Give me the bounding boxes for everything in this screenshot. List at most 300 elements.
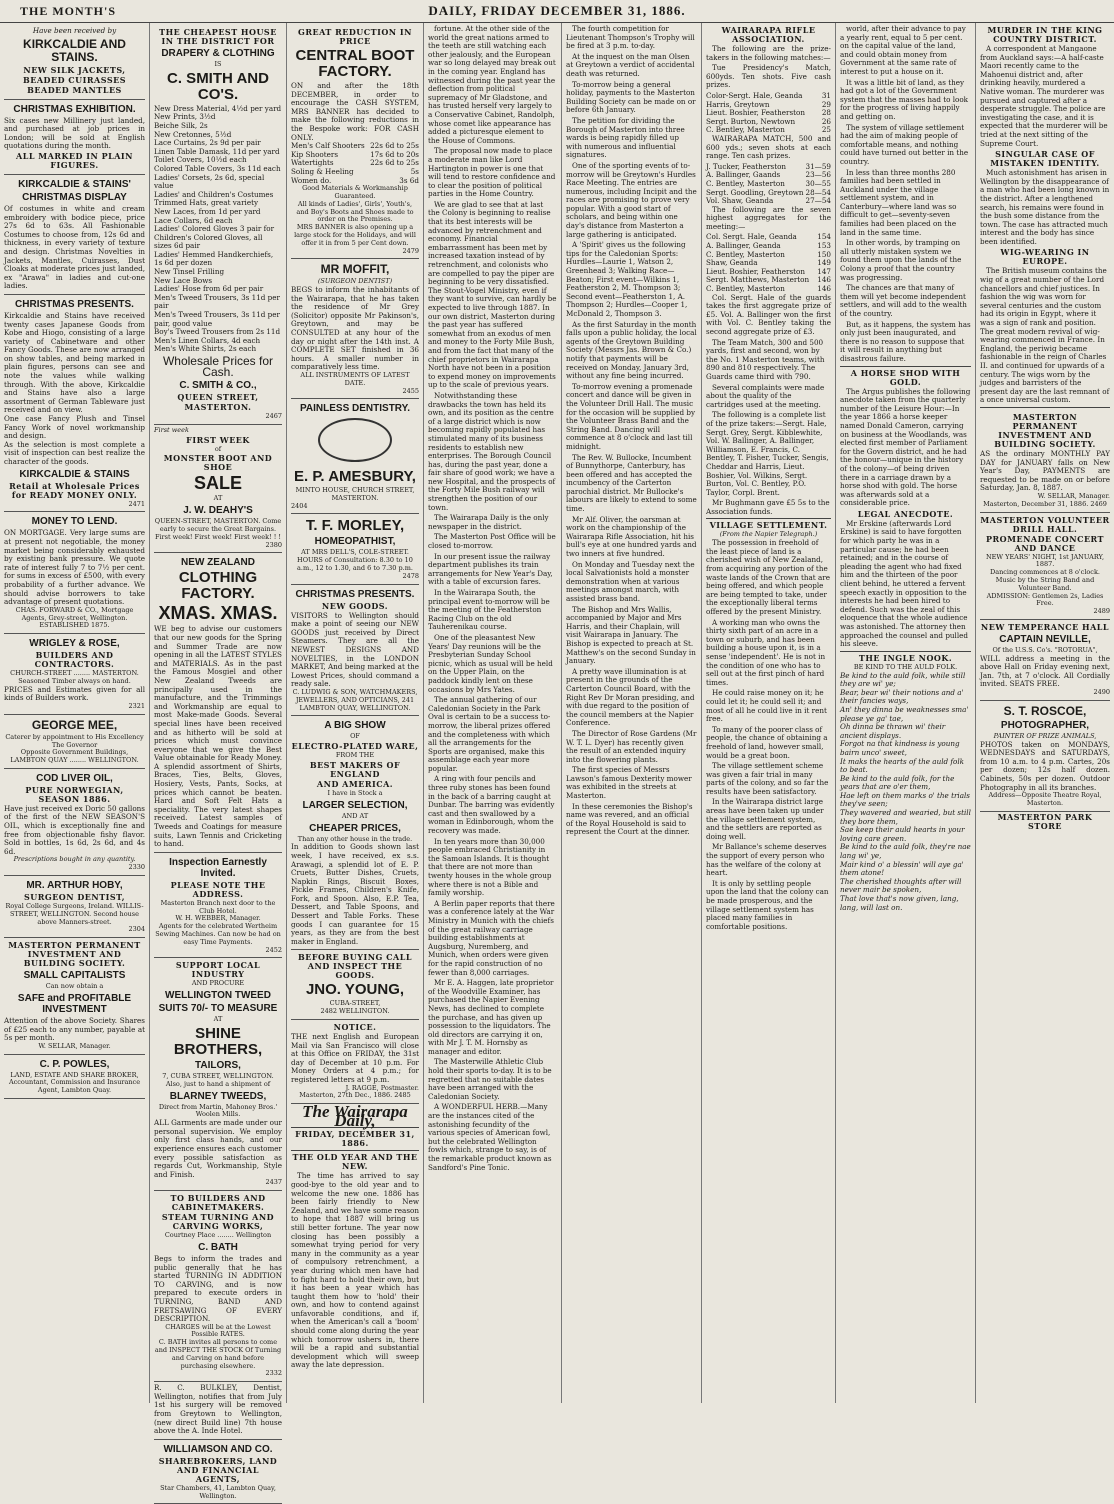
xmas-presents-sub: NEW GOODS. xyxy=(321,600,389,611)
settlement-title: VILLAGE SETTLEMENT. xyxy=(709,520,828,531)
exhibition-ad xyxy=(4,100,145,175)
article-paragraph: The village settlement scheme was given a fair trial in many parts of the colony, and so far the results have been satisfactory. xyxy=(706,761,829,796)
price-value: 22s 6d to 25s xyxy=(370,141,419,151)
builders-ad xyxy=(154,1191,282,1382)
show-ad xyxy=(291,716,419,950)
editorial xyxy=(291,1102,419,1370)
settlement-article xyxy=(706,521,831,931)
poem-line: Hae left on them marks o' the trials they've seen; xyxy=(840,790,970,809)
drill-hall-ad xyxy=(980,513,1110,620)
article-paragraph: A ring with four pencils and three ruby stones has been found in the back of a barring caught at Dunbar. The barring was evidently cast and then swallowed by a woman in Edinborough, whom the recovery was made. xyxy=(428,774,555,836)
kirkcaldie-intro: Have been received by xyxy=(32,26,117,35)
morley-body: HOURS of Consultation: 8.30 to 10 a.m., 12 to 1.30, and 6 to 7.30 p.m. xyxy=(297,556,413,572)
smith-item: Men's Linen Collars, 4d each xyxy=(154,335,261,345)
painless-title: PAINLESS DENTISTRY. xyxy=(299,403,410,415)
article-paragraph: A working man who owns the thirty sixth part of an acre in a town or suburb, and has been building a house upon it, is in a sense 'independent'. He is not in the condition of one who has to sell out at the first pinch of hard times. xyxy=(706,617,826,687)
smith-item: Trimmed Hats, great variety xyxy=(154,198,259,208)
money-title: MONEY TO LEND. xyxy=(31,516,118,528)
smith-street: QUEEN STREET, xyxy=(177,392,259,403)
editorial-body: The time has arrived to say good-bye to the old year and to welcome the new one. 1886 has been fairly friendly to New Zealand, and we have some reason to hope that 1887 will bring us still better fortune. The year now closing has been possibly a somewhat trying period for very many in the community as a year of compulsory retrenchment, a year during which men have had to fight hard to hold their own, but it has been a year which has taught them how to 'hold' their own, and how to contend against unfavorable conditions, and if, when the American's call a 'boom' should come along during the year which tomorrow ushers in, there will be a rapid and substantial development which will sweep away the late depression. xyxy=(291,1171,419,1370)
smith-item: New Lace Bows xyxy=(154,275,213,285)
score-name: A. Ballinger, Gaands xyxy=(706,170,781,180)
article-paragraph: We are glad to see that at last the Colony is beginning to realise that its best interests will be advanced by retrenchment and economy. Financial embarrassment has been met by increased taxation instead of by retrenchment, and colonists who are compelled to pay the piper are beginning to be very dissatisfied. The Stout-Vogel Ministry, even if they want to survive, can hardly be expected to live through 1887. In our own district, Masterton during the past year has suffered somewhat from an exodus of men and money to the Forty Mile Bush, and from the fact that many of the chief proprietors in Wairarapa North have not been in a position to expend money on improvements up to the scale of previous years. xyxy=(428,199,557,390)
drill-body: Dancing commences at 8 o'clock. Music by the String Band and Volunteer Band. xyxy=(990,568,1100,592)
columns xyxy=(0,23,1114,1500)
society-sub2: Can now obtain a xyxy=(45,982,104,991)
masthead-left: THE MONTH'S xyxy=(20,4,117,18)
show-line: I have in Stock a xyxy=(327,788,383,797)
society-signature: W. SELLAR, Manager. xyxy=(38,1041,111,1050)
hoby-body: Royal College Surgeons, Ireland. WILLIS-STREET, WELLINGTON. Second house above Manners-street. xyxy=(5,902,144,926)
drill-title: MASTERTON VOLUNTEER DRILL HALL. xyxy=(980,514,1110,534)
smith-item: Boy's Tweed Trousers from 2s 11d xyxy=(154,327,281,337)
reduction-ladies: All kinds of Ladies', Girls', Youth's, and Boy's Boots and Shoes made to order on the Premises. xyxy=(296,199,414,224)
article-paragraph: One of the pleasantest New Years' Day reunions will be the Presbyterian Sunday School picnic, which as usual will be held on the Upper Plain, on the paddock kindly lent on these occasions by Mrs Yates. xyxy=(428,632,553,694)
society-ad xyxy=(4,938,145,1054)
builders-address: Courtney Place ........ Wellington xyxy=(164,1231,272,1240)
call-town: 2482 WELLINGTON. xyxy=(320,1007,390,1016)
poem-line: The cherished thoughts after will never mair be spoken, xyxy=(840,876,962,895)
powles-title: C. P. POWLES, xyxy=(39,1058,110,1070)
column-2 xyxy=(150,23,287,1500)
builders-body: Begs to inform the trades and public generally that he has started TURNING IN ADDITION TO CARVING, and is now prepared to execute orders in TURNING, BAND AND FRETSAWING OF EVERY DESCRIPTION. xyxy=(154,1253,282,1324)
score-value: 29 xyxy=(821,99,831,109)
price-item: Watertights xyxy=(291,158,334,168)
score-name: C. Bentley, Masterton xyxy=(706,178,785,188)
show-line: ELECTRO-PLATED WARE, xyxy=(291,741,419,752)
morley-sub: HOMEOPATHIST, xyxy=(314,536,396,548)
column-7 xyxy=(836,23,976,1403)
williamson-ad xyxy=(154,1440,282,1504)
ad-number: 2321 xyxy=(128,701,145,710)
score-value: 150 xyxy=(817,249,831,259)
inspection-agents: Agents for the celebrated Wertheim Sewing Machines. Can now be had on easy Time Payments. xyxy=(155,922,281,946)
smith-name-2: C. SMITH & CO., xyxy=(179,380,257,392)
article-paragraph: In other words, by tramping on all utterly mistaken system we found them upon the lands of the Colony a proof that the country was progressing. xyxy=(840,238,962,282)
show-line: LARGER SELECTION, xyxy=(302,799,408,811)
xmas-presents-body: VISITORS to Wellington should make a point of seeing our NEW GOODS just received by Direct Steamers. They are all the NEWEST DESIGNS AND NOVELTIES, in the LONDON MARKET, And being marked at the Lowest Prices, should command a ready sale. xyxy=(291,610,419,689)
builders-title: TO BUILDERS AND CABINETMAKERS. xyxy=(170,1193,266,1213)
article-paragraph: A WONDERFUL HERB.—Many are the instances cited of the astonishing fecundity of the various species of American fowl, but the celebrated Wellington fowls which, strange to say, is of the remarkable product known as Sandford's Pine Tonic. xyxy=(428,1102,552,1172)
poem-line: Be kind to the auld folk, for the years that are o'er them, xyxy=(840,773,955,792)
article-paragraph: Mr E. A. Haggen, late proprietor of the Woodville Examiner, has purchased the Napier Evening News, has declined to complete the purchase, and has given up possession to the liquidators. The old directors are carrying it on, with Mr J. T. M. Hornsby as manager and editor. xyxy=(428,978,554,1056)
poem-line: Forgot na that kindness is young bairn unco' sweet, xyxy=(840,739,960,757)
store-title: MASTERTON PARK STORE xyxy=(997,811,1093,831)
score-name: C. Bentley, Masterton xyxy=(706,249,785,259)
rifle-section xyxy=(706,26,831,337)
score-value: 30—55 xyxy=(805,178,831,188)
article-paragraph: It is only by settling people upon the land that the colony can be made prosperous, and the village settlement system has placed many families in comfortable positions. xyxy=(706,878,829,931)
presents-ad xyxy=(4,295,145,512)
legal-title: LEGAL ANECDOTE. xyxy=(857,508,954,519)
kirkcaldie-name: KIRKCALDIE AND STAINS. xyxy=(23,36,126,64)
score-name: C. Bentley, Masterton xyxy=(706,125,785,135)
column-4 xyxy=(424,23,562,1403)
notice-ad xyxy=(291,1020,419,1104)
score-list xyxy=(706,92,831,135)
smith-item: New Prints, 3½d xyxy=(154,112,216,122)
ad-number: 2380 xyxy=(265,540,282,549)
news-paragraph: Several complaints were made about the quality of the cartridges used at the meeting. xyxy=(706,382,825,409)
smith-item: Men's White Shirts, 2s each xyxy=(154,344,257,354)
score-value: 28 xyxy=(821,108,831,118)
smith-item: Lace Curtains, 2s 9d per pair xyxy=(154,138,261,148)
painless-ad xyxy=(291,399,419,514)
score-list-2 xyxy=(706,163,831,206)
reduction-title: GREAT REDUCTION IN PRICE xyxy=(298,27,412,46)
williamson-title: WILLIAMSON AND CO. xyxy=(163,1443,273,1455)
article-paragraph: In less than three months 280 families had been settled in Auckland under the village settlement system, and in Canterbury—where land was so difficult to get—seventy-seven families had been placed on the land in the same time. xyxy=(840,167,957,237)
ad-number: 2404 xyxy=(291,501,308,510)
poem-line: An' they dinna be weaknesses sma' please ye ga' tae, xyxy=(840,704,969,723)
show-line: AND AT xyxy=(341,811,369,820)
article-paragraph: Notwithstanding these drawbacks the town has held its own, and its position as the centre of a large district which is now becoming rapidly populated has stimulated many of its business residents to establish new enterprises. The Borough Council has, during the past year, done a fair share of good work; we have a new Hospital, and the prospects of the Forty Mile Bush railway will strengthen the position of our town. xyxy=(428,390,556,512)
presents-fancy: One case Fancy Plush and Tinsel Fancy Work of novel workmanship and design. xyxy=(4,414,145,441)
society-notice xyxy=(980,410,1110,513)
notice-title: NOTICE. xyxy=(333,1022,377,1033)
ad-number: 2455 xyxy=(402,386,419,395)
poem xyxy=(840,672,971,913)
builders-name: C. BATH xyxy=(198,1241,238,1253)
morley-title: T. F. MORLEY, xyxy=(305,517,405,535)
rifle-body: Col. Sergt. Hale of the guards takes the first aggregate prize of £5. Vol. A. Ballinger won the first with Vol. C. Bentley taking the second aggregate prize of £3. xyxy=(706,292,831,336)
local-direct: Direct from Martin, Mahoney Bros.' Woolen Mills. xyxy=(158,1102,278,1119)
call-title: BEFORE BUYING CALL AND INSPECT THE GOODS. xyxy=(298,952,412,981)
article-paragraph: To many of the poorer class of people, the chance of obtaining a freehold of land, however small, would be a great boon. xyxy=(706,724,828,760)
score-value: 146 xyxy=(817,284,831,294)
show-line: BEST MAKERS OF ENGLAND xyxy=(309,759,401,779)
column-3 xyxy=(287,23,424,1403)
builders-sub: STEAM TURNING AND CARVING WORKS, xyxy=(161,1212,275,1232)
society-notice-date: Masterton, December 31, 1886. 2469 xyxy=(983,499,1107,508)
seal-emblem xyxy=(318,418,392,462)
codliver-body: Have just received ex Doric 50 gallons of the first of the NEW SEASON'S OIL, which is exceptionally fine and free from objectionable fishy flavor. Sold in bottles, 1s 6d, 2s 6d, and 4s 6d. xyxy=(4,803,145,856)
show-body: In addition to Goods shown last week, I have received, ex s.s. Arawagi, a splendid lot of E. P. Cruets, Butter Dishes, Cruets, Napkin Rings, Biscuit Boxes, Pickle Frames, Children's Knife, Fork, and Spoon. Also, E.P. Tea, Dessert, and Table Spoons, and Dessert and Table Forks. These goods I can guarantee for 15 years, as they are from the best maker in England. xyxy=(291,842,419,946)
society-notice-title: MASTERTON PERMANENT INVESTMENT AND BUILDING SOCIETY. xyxy=(994,411,1096,449)
news-paragraph: On Monday and Tuesday next the local Salvationists hold a monster demonstration when at various meetings amongst march, with assisted brass band. xyxy=(566,559,695,603)
score-name: Vol. Shaw, Geanda xyxy=(706,196,774,206)
news-paragraph: As the first Saturday in the month falls upon a public holiday, the local agents of the Greytown Building Society (Messrs Jas. Brown & Co.) notify that payments will be received on Monday, January 3rd, without any fine being incurred. xyxy=(566,319,697,381)
score-name: Lieut. Boshier, Featherston xyxy=(706,108,805,118)
society-body: Attention of the above Society. Shares of £25 each to any number, payable at 5s per month. xyxy=(4,1016,145,1043)
roscoe-title: S. T. ROSCOE, xyxy=(1003,703,1087,718)
masthead-date: DAILY, FRIDAY DECEMBER 31, 1886. xyxy=(428,3,686,18)
temperance-ad xyxy=(980,620,1110,701)
score-name: J. Tucker, Featherston xyxy=(706,161,787,171)
ad-number: 2479 xyxy=(402,246,419,255)
horse-title: A HORSE SHOD WITH GOLD. xyxy=(850,367,961,387)
drill-admission: ADMISSION: Gentlemen 2s, Ladies Free. xyxy=(986,591,1104,608)
temperance-sub: CAPTAIN NEVILLE, xyxy=(999,633,1091,645)
sale-body: QUEEN-STREET, MASTERTON. Come early to secure the Great Bargains. First week! First week! First week! ! ! xyxy=(154,517,282,541)
smith-item: New Cretonnes, 5½d xyxy=(154,129,232,139)
hoby-subtitle: SURGEON DENTIST, xyxy=(23,892,126,903)
article-paragraph: In ten years more than 30,000 people embraced Christianity in the Samoan Islands. It is thought that there are not more than twenty houses in the whole group where there is not a Bible and family worship. xyxy=(428,836,552,898)
price-value: 5s xyxy=(410,166,419,176)
local-at: AT xyxy=(213,1015,223,1024)
article-paragraph: Mr Ballance's scheme deserves the support of every person who has the welfare of the colony at heart. xyxy=(706,842,827,878)
murder-title: MURDER IN THE KING COUNTRY DISTRICT. xyxy=(987,25,1103,44)
smith-item: New Tinsel Frilling xyxy=(154,267,225,277)
sale-center1: FIRST WEEK xyxy=(186,434,250,445)
smith-item: Ladies' Corsets, 2s 6d, special value xyxy=(154,172,265,191)
poem-line: That love that's now given, lang, lang, will last on. xyxy=(840,894,959,912)
ad-number: 2489 xyxy=(1093,607,1110,616)
temperance-title: NEW TEMPERANCE HALL xyxy=(980,621,1110,632)
score-name: Sergt. Goodling, Greytown xyxy=(706,187,804,197)
settlement-sub: (From the Napier Telegraph.) xyxy=(719,530,818,539)
score-value: 31—59 xyxy=(805,161,831,171)
codliver-ad xyxy=(4,769,145,876)
rifle-intro: The following are the prize-takers in the following matches:— xyxy=(706,44,831,62)
news-paragraph: Mr Alf. Oliver, the oarsman at work on the championship of the Wairarapa Rifle Association, hit his bull's eye at one hundred yards and two inners at five hundred. xyxy=(566,514,697,559)
powles-ad xyxy=(4,1055,145,1099)
hoby-ad xyxy=(4,876,145,938)
xmas-body: WE beg to advise our customers that our new goods for the Spring and Summer Trade are now opening in all the LATEST STYLES and MATERIALS. As in the past the Famous Mosgiel and other New Zealand Tweeds are principally used in the manufacture, and the Trimmings and Workmanship are equal to most Make-made Goods. Several special lines have been received and as hitherto will be sold at prices which must convince everyone that we give the Best Value obtainable for Ready Money. A splendid assortment of Shirts, Braces, Ties, Belts, Gloves, Hosiery, Vests, Pants, Socks, at prices which cannot be beaten. Hard and Soft Felt Hats a speciality. The very latest shapes received. Latest samples of Tweeds and Coatings for measure suits, Lawn Tennis and Cricketing to hand. xyxy=(154,624,282,849)
codliver-note: Prescriptions bought in any quantity. xyxy=(13,855,136,864)
masthead xyxy=(0,0,1114,23)
poem-line: Be kind to the auld folk, while still they are wi' ye; xyxy=(840,670,966,689)
bulkley-ad xyxy=(154,1382,282,1440)
article-paragraph: A Berlin paper reports that there was a conference lately at the War Ministry in Munich with the chiefs of the great railway carriage building establishments at Augsburg, Nuremberg, and Munich, when orders were given for the rapid construction of no fewer than 8,000 carriages. xyxy=(428,898,555,977)
news-paragraph: The petition for dividing the Borough of Masterton into three wards is being rapidly filled up with numerous and influential signatures. xyxy=(566,115,685,160)
rifle-match-3: The following are the seven highest aggregates for the meeting:— xyxy=(706,204,831,231)
identity-body: Much astonishment has arisen in Wellington by the disappearance of a man who had been long known in the district. After a lengthened search, his remains were found in the bush some distance from the town. The case has attracted much interest and the body has since been identified. xyxy=(980,168,1110,246)
xmas-presents-signature: C. LUDWIG & SON, WATCHMAKERS, JEWELLERS, AND OPTICIANS, 241 LAMBTON QUAY, WELLINGTON. xyxy=(292,687,418,712)
smith-item-list xyxy=(154,105,282,354)
morley-ad xyxy=(291,514,419,584)
show-line: CHEAPER PRICES, xyxy=(309,822,401,834)
poem-line: Oh dinna be thrawn wi' their ancient displays. xyxy=(840,722,946,740)
score-value: 27—54 xyxy=(805,196,831,206)
news-paragraph: The Director of Rose Gardens (Mr W. T. L. Dyer) has recently given the result of an extended inquiry into the flowering plants. xyxy=(566,728,697,764)
article-paragraph: He could raise money on it; he could let it; he could sell it; and most of all he could live in it rent free. xyxy=(706,688,827,724)
article-paragraph: It was a little bit of land, as they had got a lot of the Government system that the masses had to look for the progress of living happily and getting on. xyxy=(840,77,969,121)
smith-item: Colored Table Covers, 3s 11d each xyxy=(154,163,281,173)
society-title: MASTERTON PERMANENT INVESTMENT AND BUILDING SOCIETY. xyxy=(8,940,141,969)
smith-item: Toilet Covers, 10½d each xyxy=(154,155,247,165)
smith-top: THE CHEAPEST HOUSE IN THE DISTRICT FOR xyxy=(159,27,277,46)
rule xyxy=(291,1150,419,1151)
price-item: Soling & Heeling xyxy=(291,166,354,176)
local-tweed: WELLINGTON TWEED xyxy=(165,990,271,1002)
column-5 xyxy=(562,23,702,1403)
column-8 xyxy=(976,23,1114,1403)
rifle-more xyxy=(706,339,831,517)
roscoe-detail: PAINTER OF PRIZE ANIMALS, xyxy=(993,731,1097,740)
money-ad xyxy=(4,512,145,634)
local-title: SUPPORT LOCAL INDUSTRY xyxy=(175,960,261,980)
score-value: 147 xyxy=(817,266,831,276)
mee-title: GEORGE MEE, xyxy=(31,717,118,732)
local-tailors: TAILORS, xyxy=(195,1060,241,1071)
presents-title: CHRISTMAS PRESENTS. xyxy=(15,298,134,310)
local-address: 7, CUBA STREET, WELLINGTON. xyxy=(162,1072,274,1080)
score-list-3 xyxy=(706,233,831,293)
builders-invite: C. BATH invites all persons to come and INSPECT THE STOCK Of Turning and Carving on hand before purchasing elsewhere. xyxy=(154,1338,282,1370)
wrigley-title: WRIGLEY & ROSE, xyxy=(29,638,120,650)
news-paragraph: In these ceremonies the Bishop's name was revered, and an official of the Royal Household is said to represent the Court at the dinner. xyxy=(566,801,693,837)
price-item: Women do. xyxy=(291,175,332,185)
news-paragraph: The first species of Messrs Lawson's famous Dexterity mower was exhibited in the streets at Masterton. xyxy=(566,765,692,801)
xmas-title: XMAS. XMAS. xyxy=(158,603,278,624)
reduction-good: Good Materials & Workmanship Guaranteed. xyxy=(302,184,408,200)
exhibition-body: Six cases new Millinery just landed, and purchased at job prices in London; will be sold at English quotations during the month. xyxy=(4,115,145,151)
article-paragraph: The chances are that many of them will yet become independent settlers, and will add to the wealth of the country. xyxy=(840,283,967,318)
notice-date: Masterton, 27th Dec., 1886. 2485 xyxy=(299,1091,411,1100)
smith-item: Ladies' Hose from 6d per pair xyxy=(154,284,264,294)
call-name: JNO. YOUNG, xyxy=(305,981,405,999)
ad-number: 2490 xyxy=(1093,688,1110,697)
news-paragraph: A pretty wave illumination is at present in the grounds of the Carterton Council Board, with the Right Rev Dr Moran presiding, and with due regard to the position of the council members at the Napier Conference. xyxy=(566,666,695,728)
wig-title: WIG-WEARING IN EUROPE. xyxy=(1000,247,1090,267)
codliver-title: COD LIVER OIL, xyxy=(36,772,113,784)
smith-wholesale: Wholesale Prices for Cash. xyxy=(162,354,274,380)
sale-ad xyxy=(154,425,282,554)
money-body: ON MORTGAGE. Very large sums are at present not negotiable, the money market being considerably exhausted by existing bank pressure. We quote rate of interest fully 7 to 7½ per cent. for sums in excess of £500, with every probability of a further advance. We should advise borrowers to take advantage of present quotations. xyxy=(4,528,145,607)
painless-name: E. P. AMESBURY, xyxy=(294,468,416,486)
score-name: Sergt. Burton, Newtown xyxy=(706,116,796,126)
roscoe-sub: PHOTOGRAPHER, xyxy=(1000,719,1090,731)
reduction-ad xyxy=(291,25,419,259)
murder-body: A correspondent at Mangaone from Auckland says:—A half-caste Maori recently came to the Mahoenui district and, after drinking heavily, murdered a Native woman. The murderer was pursued and captured after a desperate struggle. The police are investigating the case, and it is expected that the murderer will be tried at the next sitting of the Supreme Court. xyxy=(980,44,1108,148)
local-blarney: BLARNEY TWEEDS, xyxy=(169,1090,267,1102)
show-line: OF xyxy=(350,732,360,741)
call-address: CUBA-STREET, xyxy=(329,999,381,1008)
score-name: Col. Sergt. Hale, Geanda xyxy=(706,232,797,242)
article-paragraph: fortune. At the other side of the world the great nations armed to the teeth are still watching each other jealously, and the European war so long delayed may break out in the coming year. England has witnessed during the past year the deflection from political supremacy of Mr Gladstone, and has trusted herself very largely to a Conservative Cabinet, Randolph, whose comet like appearance has added a picturesque element to the House of Commons. xyxy=(428,24,556,145)
local-industry-ad xyxy=(154,958,282,1191)
wig-body: The British museum contains the wig of a great number of the Lord chancellors and chief justices. In fashion the wig was worn for several centuries and the custom had its origin in Egypt, where it was a sign of rank and position. The great modern revival of wig-wearing commenced in France. In England, the periwig became fashionable in the reign of Charles II. and continued for upwards of a century. The wigs worn by the judges and barristers of the present day are the last remnant of a once universal custom. xyxy=(980,266,1110,405)
ad-number: 2304 xyxy=(128,925,145,934)
smith-item: Ladies' Hemmed Handkerchiefs, 1s 6d per dozen xyxy=(154,249,274,268)
smith-item: New Laces, from 1d per yard xyxy=(154,206,261,216)
article-paragraph: The proposal now made to place a moderate man like Lord Hartington in power is one that will tend to restore confidence and to clear the position of political parties in the Home Country. xyxy=(428,146,556,199)
society-sub3: SAFE and PROFITABLE INVESTMENT xyxy=(17,993,132,1016)
wrigley-subtitle: BUILDERS AND CONTRACTORS. xyxy=(34,650,115,670)
price-value: 22s 6d to 25s xyxy=(370,158,419,168)
factory-ad xyxy=(154,553,282,852)
society-notice-signature: W. SELLAR, Manager. xyxy=(1037,491,1110,500)
news-paragraph: The Rev. W. Bullocke, Incumbent of Bunnythorpe, Canterbury, has been offered and has accepted the incumbency of the Carterton parochial district. Mr Bullocke's labours are likely to extend to some time. xyxy=(566,452,697,514)
article-paragraph: The annual gathering of our Caledonian Society in the Park Oval is certain to be a success to-morrow, the liberal prizes offered and the completeness with which all the arrangements for the Sports are organised, make this assemblage each year more popular. xyxy=(428,695,551,773)
local-also: Also, just to hand a shipment of xyxy=(165,1079,271,1088)
score-value: 31 xyxy=(821,90,831,100)
kirkcaldie-ad xyxy=(4,25,145,100)
williamson-sub: SHAREBROKERS, LAND AND FINANCIAL AGENTS, xyxy=(158,1455,278,1484)
score-name: A. Ballinger, Geanda xyxy=(706,241,781,251)
news-paragraph: To-morrow evening a promenade concert and dance will be given in the Volunteer Drill Hall. The music for the occasion will be supplied by the Volunteer Brass Band and the String Band. Dancing will commence at 8 o'clock and last till midnight. xyxy=(566,381,696,451)
smith-item: Men's Tweed Trousers, 3s 11d per pair xyxy=(154,292,280,311)
inspection-body: Masterton Branch next door to the Club Hotel. xyxy=(160,898,276,915)
news-paragraph: A 'Spirit' gives us the following tips for the Caledonian Sports: Hurdles—Laurie 1, Watson 2, Greenhead 3; Walking Race—Beaton; First event—Wilkins 1, Featherston 2, M. Thompson 3; Second event—Featherston 1, A. Thompson 2; Hurdles—Cooper 1, McDonald 2, Thompson 3. xyxy=(566,240,688,318)
rifle-match: Tue Presidency's Match, 600yds. Ten shots. Five cash prizes. xyxy=(706,63,831,90)
score-name: Lieut. Boshier, Featherston xyxy=(706,266,805,276)
presents-closing: As the selection is most complete a visit of inspection can best realize the character of the goods. xyxy=(4,439,145,466)
smith-name: C. SMITH AND CO'S. xyxy=(167,69,269,103)
wrigley-street: CHURCH-STREET ........ MASTERTON. xyxy=(10,669,139,678)
ad-number: 2478 xyxy=(402,571,419,580)
roscoe-body: PHOTOS taken on MONDAYS, WEDNESDAYS and SATURDAYS, from 10 a.m. to 4 p.m. Cartes, 20s per dozen; 12s half dozen. Cabinets, 50s per dozen. Outdoor Photography in all its branches. xyxy=(980,739,1110,792)
news-paragraph: To-morrow being a general holiday, payments to the Masterton Building Society can be made on or before 6th January. xyxy=(566,79,696,115)
presents-retail: Retail at Wholesale Prices for READY MONEY ONLY. xyxy=(9,480,140,500)
article-paragraph: The Wairarapa Daily is the only newspaper in the district. xyxy=(428,513,549,531)
presents-signature: KIRKCALDIE & STAINS xyxy=(19,468,130,480)
mee-address: Opposite Government Buildings, xyxy=(20,748,129,757)
presents-body: Kirkcaldie and Stains have received twenty cases Japanese Goods from Kobe and Hiogo, consisting of a large variety of Cabinetware and other Fancy Goods. These are now arranged on show tables, and being marked in plain figures, persons can see and note the values while walking through. With the above, Kirkcaldie and Stains have also a large assortment of German Tableware just received and on view. xyxy=(4,310,145,415)
sale-at: AT xyxy=(213,494,223,503)
ingle-title: THE INGLE NOOK. xyxy=(858,652,953,663)
sale-left: First week xyxy=(154,425,189,434)
score-value: 26 xyxy=(821,116,831,126)
show-line: A BIG SHOW xyxy=(324,720,386,732)
smith-item: Children's Colored Gloves, all sizes 6d pair xyxy=(154,232,263,251)
society-notice-body: AS the ordinary MONTHLY PAY DAY for JANUARY falls on New Year's Day, PAYMENTS are requested to be made on or before Saturday, Jan. 8, 1887. xyxy=(980,448,1110,493)
inspection-ad xyxy=(154,853,282,959)
score-value: 28—54 xyxy=(805,187,831,197)
roscoe-ad xyxy=(980,701,1110,812)
sale-name: J. W. DEAHY'S xyxy=(183,505,253,517)
factory-title: NEW ZEALAND xyxy=(181,557,255,569)
poem-line: Mair kind o' a blessin' will aye ga' them atone! xyxy=(840,859,964,878)
score-value: 149 xyxy=(817,258,831,268)
builders-charges: CHARGES will be at the Lowest Possible RATES. xyxy=(165,1322,271,1339)
morley-address: AT MRS DELL'S, COLE-STREET. xyxy=(301,548,409,557)
xmas-presents-ad xyxy=(291,585,419,717)
smith-item: New Dress Material, 4½d per yard xyxy=(154,103,282,113)
smith-item: Men's Tweed Trousers, 3s 11d per pair, good value xyxy=(154,310,280,328)
rule xyxy=(980,407,1110,408)
legal-body: Mr Erskine (afterwards Lord Erskine) is said to have forgotten for which party he was in a particular cause; he had been retained; and in the course of pleading the agent who had fixed him and the thirteen of the poor client behind, he uttered a fervent speech exactly in opposition to the interests he had been hired to defend. Such was the zeal of this eloquence that the whole audience was astonished. The attorney then approached the counsel and pulled his sleeve. xyxy=(840,518,969,649)
kirkcaldie-item: BEADED MANTLES xyxy=(27,84,122,95)
article-paragraph: The Masterwille Athletic Club hold their sports to-day. It is to be regretted that no suitable dates have been arranged with the Caledonian Society. xyxy=(428,1057,552,1101)
bulkley-body: R. C. BULKLEY, Dentist, Wellington, notifies that from July 1st his surgery will be removed from Greytown to Wellington, (new direct Build line) 7th house above the A. Inde Hotel. xyxy=(154,1383,282,1436)
news-paragraph: The Team Match, 300 and 500 yards, first and second, won by the No. 1 Masterton teams, with 890 and 810 respectively. The Guards came third with 790. xyxy=(706,337,825,381)
roscoe-address: Address—Opposite Theatre Royal, Masterton. xyxy=(988,791,1102,808)
wrigley-ad xyxy=(4,634,145,715)
factory-title-2: CLOTHING FACTORY. xyxy=(178,569,258,603)
notice-signature: J. RAGGE, Postmaster. xyxy=(345,1083,419,1092)
display-subtitle: CHRISTMAS DISPLAY xyxy=(22,191,127,203)
identity-title: SINGULAR CASE OF MISTAKEN IDENTITY. xyxy=(990,149,1100,169)
reduction-price-list xyxy=(291,142,419,185)
article-paragraph: world, after their advance to pay a yearly rent, equal to 5 per cent. on the capital value of the land, and could obtain money from Government at the same rate of interest to put a house on it. xyxy=(840,24,966,76)
rifle-title: WAIRARAPA RIFLE ASSOCIATION. xyxy=(721,25,816,44)
score-name: C. Bentley, Masterton xyxy=(706,284,785,294)
news-paragraph: The following is a complete list of the prize takers:—Sergt. Hale, Sergt. Grey, Sergt. Kibblewhite, Vol. W. Ballinger, A. Ballinger, Williamson, E. Francis, C. Bentley, T. Fisher, Tucker, Sengis, Cheddar and Harris, Lieut. Boshier, Vol. Wilkins, Sergt. Burton, Vol. C. Bentley, P.O. Taylor, Corpl. Brent. xyxy=(706,410,829,497)
rule xyxy=(840,651,971,652)
display-ad xyxy=(4,175,145,295)
score-value: 25 xyxy=(821,125,831,135)
local-suits: SUITS 70/- TO MEASURE xyxy=(158,1003,278,1015)
score-value: 154 xyxy=(817,232,831,242)
article-paragraph: The possession in freehold of the least piece of land is a cherished wish of New Zealand, from acquiring any portion of the waste lands of the Crown that are being offered, and which people are being tempted to take, under the exceptionally liberal terms offered by the present Ministry. xyxy=(706,538,830,617)
mee-ad xyxy=(4,715,145,769)
inspection-note: PLEASE NOTE THE ADDRESS. xyxy=(170,879,266,899)
editorial-heading: THE OLD YEAR AND THE NEW. xyxy=(292,1152,418,1172)
score-value: 153 xyxy=(817,241,831,251)
price-item: Men's Calf Shooters xyxy=(291,141,365,151)
moffit-ad xyxy=(291,259,419,399)
article-paragraph: But, as it happens, the system has only just been inaugurated, and there is no reason to suppose that it will result in anything but disastrous failure. xyxy=(840,319,971,363)
mee-detail: Caterer by appointment to His Excellency The Governor xyxy=(5,732,144,749)
reduction-shop: CENTRAL BOOT FACTORY. xyxy=(295,47,415,80)
local-body: ALL Garments are made under our personal supervision. We employ only first class hands, and our experience ensures each customer every possible satisfaction as regards Cut, Workmanship, Style and Finish. xyxy=(154,1118,282,1179)
ad-number: 2330 xyxy=(128,863,145,872)
score-value: 23—56 xyxy=(805,170,831,180)
sale-center3: MONSTER BOOT AND SHOE xyxy=(163,453,273,473)
ad-number: 2452 xyxy=(265,945,282,954)
